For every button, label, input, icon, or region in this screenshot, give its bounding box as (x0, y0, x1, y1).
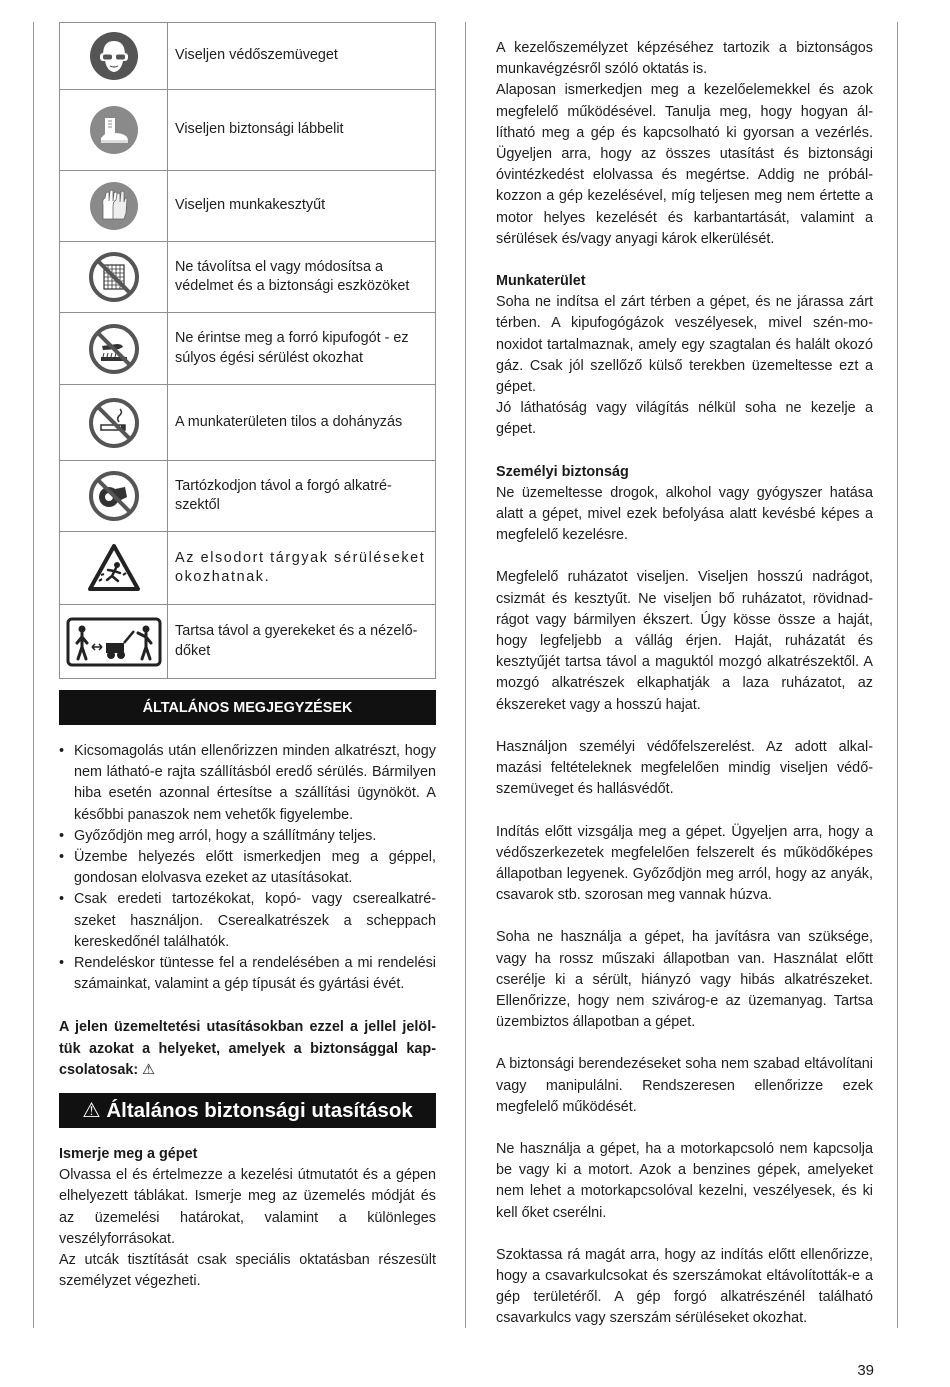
spacer (496, 546, 873, 567)
paragraph: Használjon személyi védőfelszerelést. Az adott alkalmazási feltételeknek megfelelően mindig viseljen védőszemüveget és hallásvédőt. (496, 738, 873, 798)
sign-row (60, 461, 436, 532)
paragraph: Indítás előtt vizsgálja meg a gépet. Ügyeljen arra, hogy a védőszerkezetek megfelelően felszerelt és működőképes állapotban legyenek. Győződjön meg arról, hogy az anyák, csavarok stb. szorosan meg vannak húzva. (496, 823, 873, 904)
list-item: • Üzembe helyezés előtt ismerkedjen meg a géppel, gondosan elolvasva ezeket az utasításokat. (59, 847, 436, 889)
paragraph: Az utcák tisztítását csak speciális oktatásban részesült személyzet végezheti. (59, 1252, 436, 1290)
sign-icon-cell (60, 532, 168, 605)
paragraph: A kezelőszemélyzet képzéséhez tartozik a biztonságos munkavégzésről szóló oktatás is. (496, 40, 873, 78)
sign-icon-cell (60, 171, 168, 242)
right-margin-rule (897, 22, 898, 1328)
section-heading: Ismerje meg a gépet (59, 1146, 198, 1163)
paragraph: Soha ne indítsa el zárt térben a gépet, és ne járassa zárt térben. A kipufogógázok veszélyesek, mivel szén-monoxidot tartalmaznak, amely egy szagtalan és halált okozó gáz. Csak jól szellőző külső terekben üzemeltesse ezt a gépet. (496, 294, 873, 396)
general-notes-title: ÁLTALÁNOS MEGJEGYZÉSEK (59, 690, 436, 725)
no-smoking-icon (89, 398, 139, 448)
list-item: • Kicsomagolás után ellenőrizzen minden alkatrészt, hogy nem látható-e rajta szállításból eredő sérülés. Bármilyen hiba esetén azonnal értesítse a szállítási ügynököt. A későbbi panaszok nem vehetők figyelembe. (59, 741, 436, 826)
spacer (496, 250, 873, 271)
sign-row (60, 171, 436, 242)
spacer (496, 801, 873, 822)
sign-row (60, 385, 436, 461)
know-machine-section (59, 1144, 436, 1292)
flying-objects-warning-icon (87, 543, 141, 593)
left-margin-rule (33, 22, 34, 1328)
safety-signs-table (59, 22, 436, 679)
general-notes-list (59, 741, 436, 995)
paragraph: Megfelelő ruházatot viseljen. Viseljen hosszú nadrágot, csizmát és kesztyűt. Ne viseljen bő ruházatot, rövidnadrágot vagy bármilyen ékszert. Úgy kösse össze a haját, hogy legfeljebb a vállág érjen. Haját, ruházatát és kesztyűjét tartsa távol a maguktól mozgó alkatrészektől. A mozgó alkatrészek elkaphatják a laza ruházatot, az ékszereket vagy a hosszú hajat. (496, 569, 873, 713)
sign-text: Viseljen védőszemüveget (168, 23, 436, 90)
list-item: • Rendeléskor tüntesse fel a rendelésében a mi rendelési számainkat, valamint a gép típusát és gyártási évét. (59, 953, 436, 995)
list-item: • Csak eredeti tartozékokat, kopó- vagy cserealkatrészeket használjon. Cserealkatrészek a scheppach kereskedőnél találhatók. (59, 889, 436, 953)
right-column (496, 38, 873, 1330)
page-number: 39 (857, 1362, 874, 1379)
sign-row (60, 605, 436, 679)
sign-text: Viseljen munkakesztyűt (168, 171, 436, 242)
sign-icon-cell (60, 313, 168, 385)
list-item: • Győződjön meg arról, hogy a szállítmány teljes. (59, 826, 436, 847)
paragraph: Jó láthatóság vagy világítás nélkül soha ne kezelje a gépet. (496, 400, 873, 438)
safety-instructions-heading: ⚠ Általános biztonsági utasítások (59, 1093, 436, 1128)
sign-text: A munkaterületen tilos a dohányzás (168, 385, 436, 461)
rotating-parts-warning-icon (89, 471, 139, 521)
no-removing-guard-icon (89, 252, 139, 302)
paragraph: Olvassa el és értelmezze a kezelési útmutatót és a gépen elhelyezett táblákat. Ismerje meg az üzemelés módját és az üzemelési határokat, valamint a különleges veszélyforrásokat. (59, 1167, 436, 1247)
sign-row (60, 90, 436, 171)
spacer (496, 906, 873, 927)
sign-text: Az elsodort tárgyak sérüléseket okozhatnak. (168, 532, 436, 605)
paragraph: Soha ne használja a gépet, ha javításra van szüksége, vagy ha rossz műszaki állapotban van. Használat előtt cserélje ki a sérült, hiányzó vagy hibás alkatrészeket. Ellenőrizze, hogy nem szivárog-e az üzemanyag. Tartsa üzembiztos állapotban a gépet. (496, 929, 873, 1031)
sign-icon-cell (60, 242, 168, 313)
section-heading: Személyi biztonság (496, 463, 629, 480)
sign-row (60, 532, 436, 605)
safety-marker-note: A jelen üzemeltetési utasításokban ezzel a jellel jelöltük azokat a helyeket, amelyek a biztonsággal kapcsolatosak: ⚠ (59, 1019, 436, 1078)
paragraph: A biztonsági berendezéseket soha nem szabad eltávolítani vagy manipulálni. Rendszeresen ellenőrizze ezek megfelelő működését. (496, 1056, 873, 1115)
safety-goggles-icon (89, 31, 139, 81)
center-column-rule (465, 22, 466, 1328)
sign-row (60, 23, 436, 90)
sign-icon-cell (60, 90, 168, 171)
paragraph: Ne használja a gépet, ha a motorkapcsoló nem kapcsolja be vagy ki a motort. Azok a benzines gépek, amelyeket nem lehet a motorkapcsolóval kezelni, veszélyesek, és ki kell őket cserélni. (496, 1140, 873, 1221)
spacer (496, 1224, 873, 1245)
sign-icon-cell (60, 385, 168, 461)
section-heading: Munkaterület (496, 273, 586, 290)
sign-icon-cell (60, 605, 168, 679)
spacer (496, 441, 873, 462)
sign-text: Ne távolítsa el vagy módosítsa a védelmet és a biztonsági eszközöket (168, 242, 436, 313)
sign-row (60, 242, 436, 313)
left-column (59, 22, 436, 1292)
spacer (496, 1118, 873, 1139)
work-gloves-icon (89, 181, 139, 231)
sign-text: Tartózkodjon távol a forgó alkatrészektől (168, 461, 436, 532)
sign-text: Tartsa távol a gyerekeket és a nézelődőket (168, 605, 436, 679)
spacer (496, 716, 873, 737)
safety-boot-icon (89, 105, 139, 155)
sign-icon-cell (60, 461, 168, 532)
paragraph: Alaposan ismerkedjen meg a kezelőelemekkel és azok megfelelő működésével. Tanulja meg, hogy hogyan állítható meg a gép és kapcsolható ki gyorsan a vezérlés. Ügyeljen arra, hogy az összes utasítást és biztonsági óvintézkedést elolvassa és megértse. Addig ne próbálkozzon a gép kezelésével, míg teljesen meg nem értette a motor helyes kezelését és karbantartását, valamint a sérülések és/vagy anyagi károk elkerülését. (496, 82, 873, 247)
spacer (496, 1033, 873, 1054)
sign-text: Viseljen biztonsági lábbelit (168, 90, 436, 171)
paragraph: Ne üzemeltesse drogok, alkohol vagy gyógyszer hatása alatt a gépet, mivel ezek befolyása alatt kevésbé képes a megfelelő kezelésre. (496, 484, 873, 544)
no-touch-hot-exhaust-icon (89, 324, 139, 374)
paragraph: Szoktassa rá magát arra, hogy az indítás előtt ellenőrizze, hogy a csavarkulcsokat és szerszámokat eltávolították-e a gép területéről. A gép forgó alkatrészénél található csavarkulcs vagy szerszám sérüléseket okozhat. (496, 1246, 873, 1327)
keep-bystanders-away-icon (66, 617, 162, 667)
sign-row (60, 313, 436, 385)
sign-icon-cell (60, 23, 168, 90)
sign-text: Ne érintse meg a forró kipufogót - ez súlyos égési sérülést okozhat (168, 313, 436, 385)
